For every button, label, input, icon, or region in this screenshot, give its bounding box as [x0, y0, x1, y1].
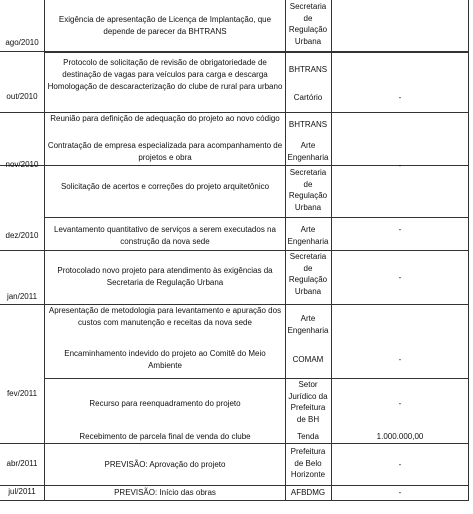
responsible-text: Secretaria de Regulação Urbana: [288, 2, 328, 46]
responsible-text: Setor Jurídico da Prefeitura de BH: [288, 380, 328, 424]
row-date: out/2010: [6, 92, 38, 101]
row-divider: [0, 500, 469, 501]
responsible-text: COMAM: [292, 355, 324, 364]
activity-text: Protocolado novo projeto para atendimento às exigências da Secretaria de Regulação Urbana: [57, 266, 273, 287]
responsible-text: BHTRANS: [288, 120, 328, 129]
row-divider: [44, 378, 469, 379]
activity-text: Reunião para definição de adequação do projeto ao novo código: [50, 114, 280, 123]
activity-text: Solicitação de acertos e correções do projeto arquitetônico: [60, 182, 270, 191]
responsible-text: Arte Engenharia: [287, 314, 329, 335]
responsible-text: Arte Engenharia: [287, 225, 329, 246]
value-text: 1.000.000,00: [376, 432, 424, 441]
activity-text: Homologação de descaracterização do clube de rural para urbano: [47, 82, 283, 91]
activity-text: Recebimento de parcela final de venda do clube: [79, 432, 251, 441]
value-text: -: [398, 93, 402, 102]
activity-text: Exigência de apresentação de Licença de Implantação, que depende de parecer da BHTRANS: [58, 15, 272, 36]
responsible-text: Prefeitura de Belo Horizonte: [290, 447, 326, 479]
row-divider: [0, 485, 469, 486]
row-date: jul/2011: [8, 487, 36, 496]
responsible-text: Tenda: [297, 432, 319, 441]
value-text: -: [398, 225, 402, 234]
row-date: ago/2010: [5, 38, 39, 47]
activity-text: Protocolo de solicitação de revisão de obrigatoriedade de destinação de vagas para veículos para carga e descarga: [62, 58, 268, 79]
value-text: -: [398, 161, 402, 170]
activity-text: Levantamento quantitativo de serviços a serem executados na construção da nova sede: [54, 225, 276, 246]
row-divider: [44, 52, 469, 53]
value-text: -: [398, 355, 402, 364]
value-text: -: [398, 460, 402, 469]
activity-text: Encaminhamento indevido do projeto ao Comitê do Meio Ambiente: [64, 349, 266, 370]
row-date: abr/2011: [6, 459, 38, 468]
row-date: dez/2010: [5, 231, 39, 240]
row-divider: [44, 217, 469, 218]
responsible-text: AFBDMG: [290, 488, 326, 497]
responsible-text: BHTRANS: [288, 65, 328, 74]
row-divider: [0, 250, 469, 251]
row-date: fev/2011: [6, 389, 38, 398]
responsible-text: Secretaria de Regulação Urbana: [288, 168, 328, 212]
responsible-text: Secretaria de Regulação Urbana: [288, 252, 328, 296]
row-date: jan/2011: [6, 292, 38, 301]
row-date: nov/2010: [5, 160, 39, 169]
value-text: -: [398, 273, 402, 282]
row-divider: [0, 443, 469, 444]
activity-text: PREVISÃO: Início das obras: [114, 488, 216, 497]
activity-text: Contratação de empresa especializada para acompanhamento de projetos e obra: [47, 141, 283, 162]
activity-text: Apresentação de metodologia para levantamento e apuração dos custos com manutenção e receitas da nova sede: [48, 306, 282, 327]
activity-text: PREVISÃO: Aprovação do projeto: [104, 460, 226, 469]
responsible-text: Arte Engenharia: [287, 141, 329, 162]
activity-text: Recurso para reenquadramento do projeto: [89, 399, 241, 408]
value-text: -: [398, 488, 402, 497]
value-text: -: [398, 399, 402, 408]
responsible-text: Cartório: [293, 93, 323, 102]
